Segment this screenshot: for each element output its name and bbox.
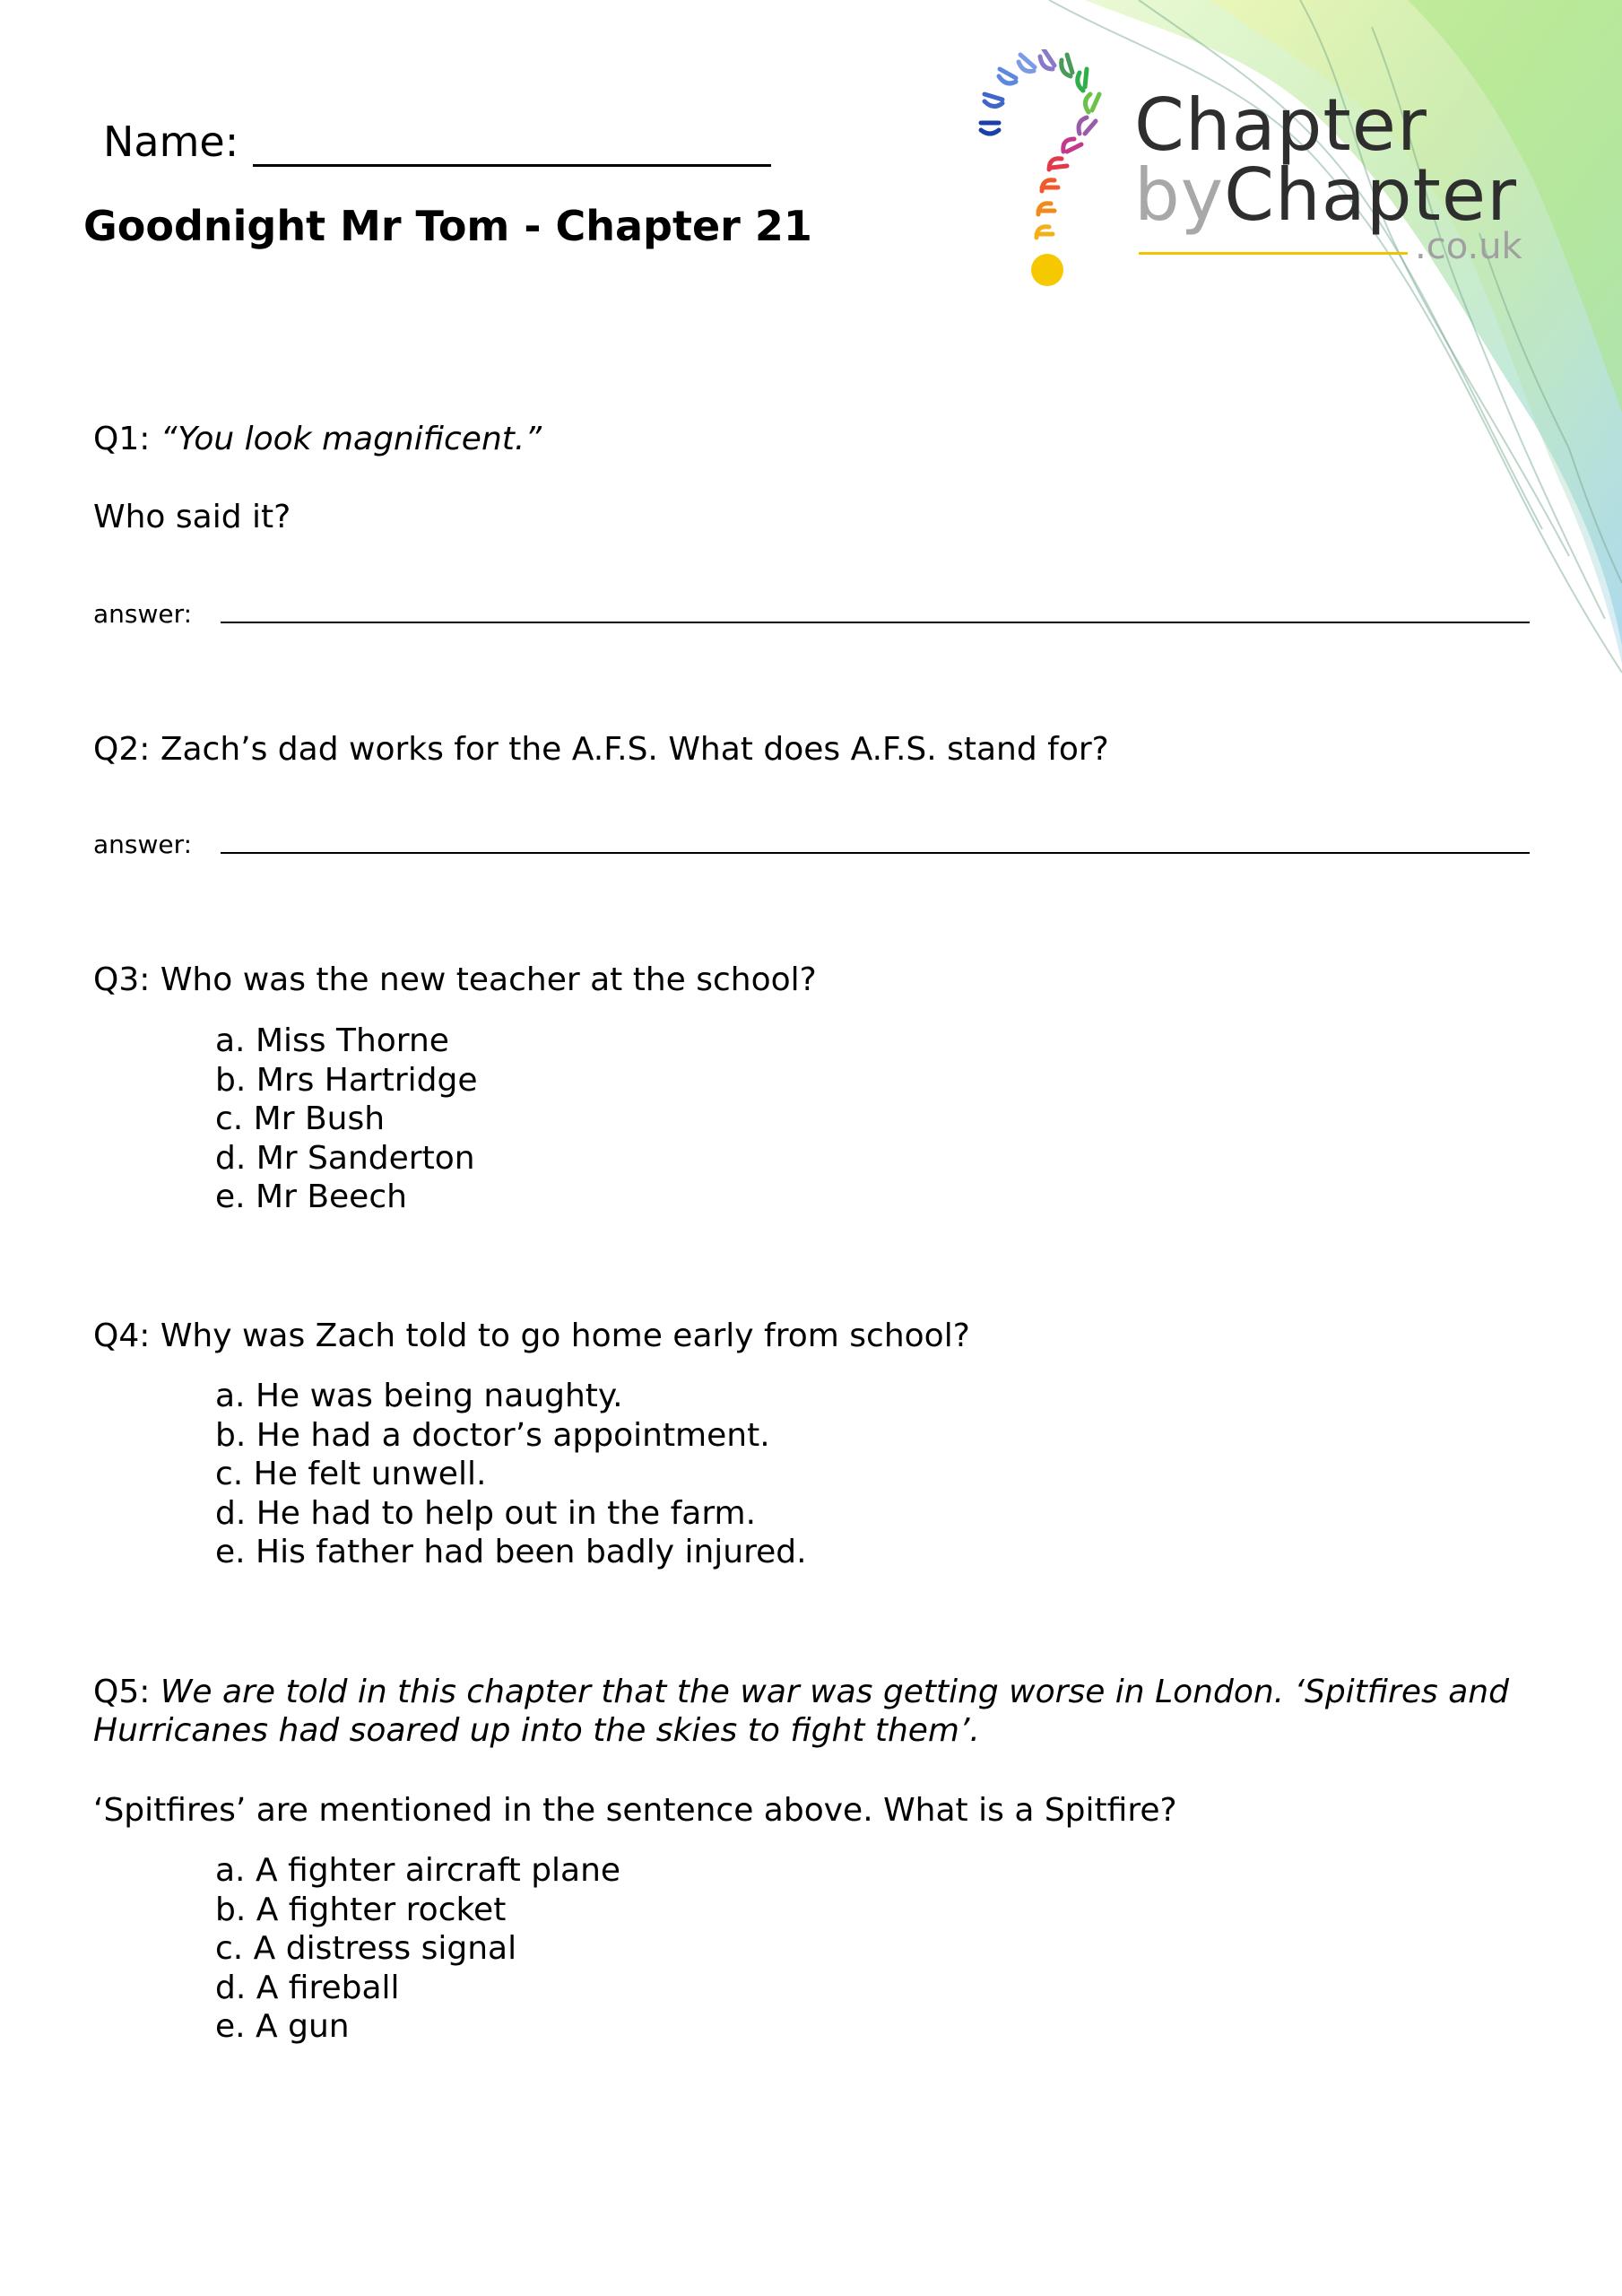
question-1-answer-line[interactable] — [221, 622, 1530, 623]
question-5-prompt: ‘Spitfires’ are mentioned in the sentence above. What is a Spitfire? — [93, 1792, 1177, 1829]
question-5-passage-line-1: We are told in this chapter that the war was getting worse in London. ‘Spitfires and — [160, 1674, 1509, 1710]
logo-by-chapter-text — [1134, 153, 1517, 237]
question-3-options — [215, 1022, 478, 1217]
question-3-option-b[interactable]: b. Mrs Hartridge — [215, 1061, 478, 1099]
question-5-line-1 — [93, 1673, 1582, 1711]
question-1-quote: “You look magnificent.” — [160, 421, 542, 457]
logo-by-text: by — [1134, 153, 1225, 237]
question-5-option-c[interactable]: c. A distress signal — [215, 1930, 517, 1967]
question-4-option-e[interactable]: e. His father had been badly injured. — [215, 1534, 807, 1570]
question-4-option-d[interactable]: d. He had to help out in the farm. — [215, 1494, 757, 1532]
logo — [968, 49, 1542, 318]
question-5-option-b[interactable]: b. A fighter rocket — [215, 1891, 507, 1928]
question-mark-books-icon — [968, 49, 1130, 318]
logo-chapter-text: Chapter — [1134, 83, 1427, 167]
question-5 — [93, 1673, 1582, 1750]
logo-domain-text: .co.uk — [1415, 226, 1522, 267]
question-5-option-d[interactable]: d. A fireball — [215, 1969, 400, 2006]
name-answer-line[interactable] — [253, 164, 771, 167]
question-5-options — [215, 1851, 620, 2047]
question-3-option-d[interactable]: d. Mr Sanderton — [215, 1139, 475, 1177]
question-4-option-b[interactable]: b. He had a doctor’s appointment. — [215, 1416, 770, 1454]
question-4: Q4: Why was Zach told to go home early from school? — [93, 1318, 970, 1354]
question-2: Q2: Zach’s dad works for the A.F.S. What does A.F.S. stand for? — [93, 731, 1109, 768]
name-label: Name: — [103, 117, 239, 166]
question-2-answer-line[interactable] — [221, 852, 1530, 854]
question-1-prefix: Q1: — [93, 421, 160, 457]
question-1-prompt: Who said it? — [93, 499, 291, 535]
question-1-answer-label: answer: — [93, 599, 193, 629]
question-5-passage-line-2: Hurricanes had soared up into the skies to fight them’. — [93, 1712, 980, 1749]
logo-chapter2-text: Chapter — [1224, 153, 1517, 237]
page-title: Goodnight Mr Tom - Chapter 21 — [83, 202, 812, 250]
question-2-answer-label: answer: — [93, 830, 193, 859]
question-5-option-e[interactable]: e. A gun — [215, 2008, 350, 2045]
question-3-option-a[interactable]: a. Miss Thorne — [215, 1022, 449, 1059]
logo-underline — [1139, 252, 1408, 255]
question-4-options — [215, 1377, 807, 1572]
question-5-line-2 — [93, 1711, 1582, 1750]
question-3: Q3: Who was the new teacher at the school? — [93, 961, 817, 998]
question-3-option-c[interactable]: c. Mr Bush — [215, 1100, 386, 1137]
question-3-option-e[interactable]: e. Mr Beech — [215, 1178, 407, 1215]
question-5-prefix: Q5: — [93, 1674, 160, 1710]
question-5-option-a[interactable]: a. A fighter aircraft plane — [215, 1852, 621, 1889]
question-1 — [93, 420, 542, 459]
question-4-option-c[interactable]: c. He felt unwell. — [215, 1456, 487, 1492]
question-4-option-a[interactable]: a. He was being naughty. — [215, 1378, 623, 1414]
